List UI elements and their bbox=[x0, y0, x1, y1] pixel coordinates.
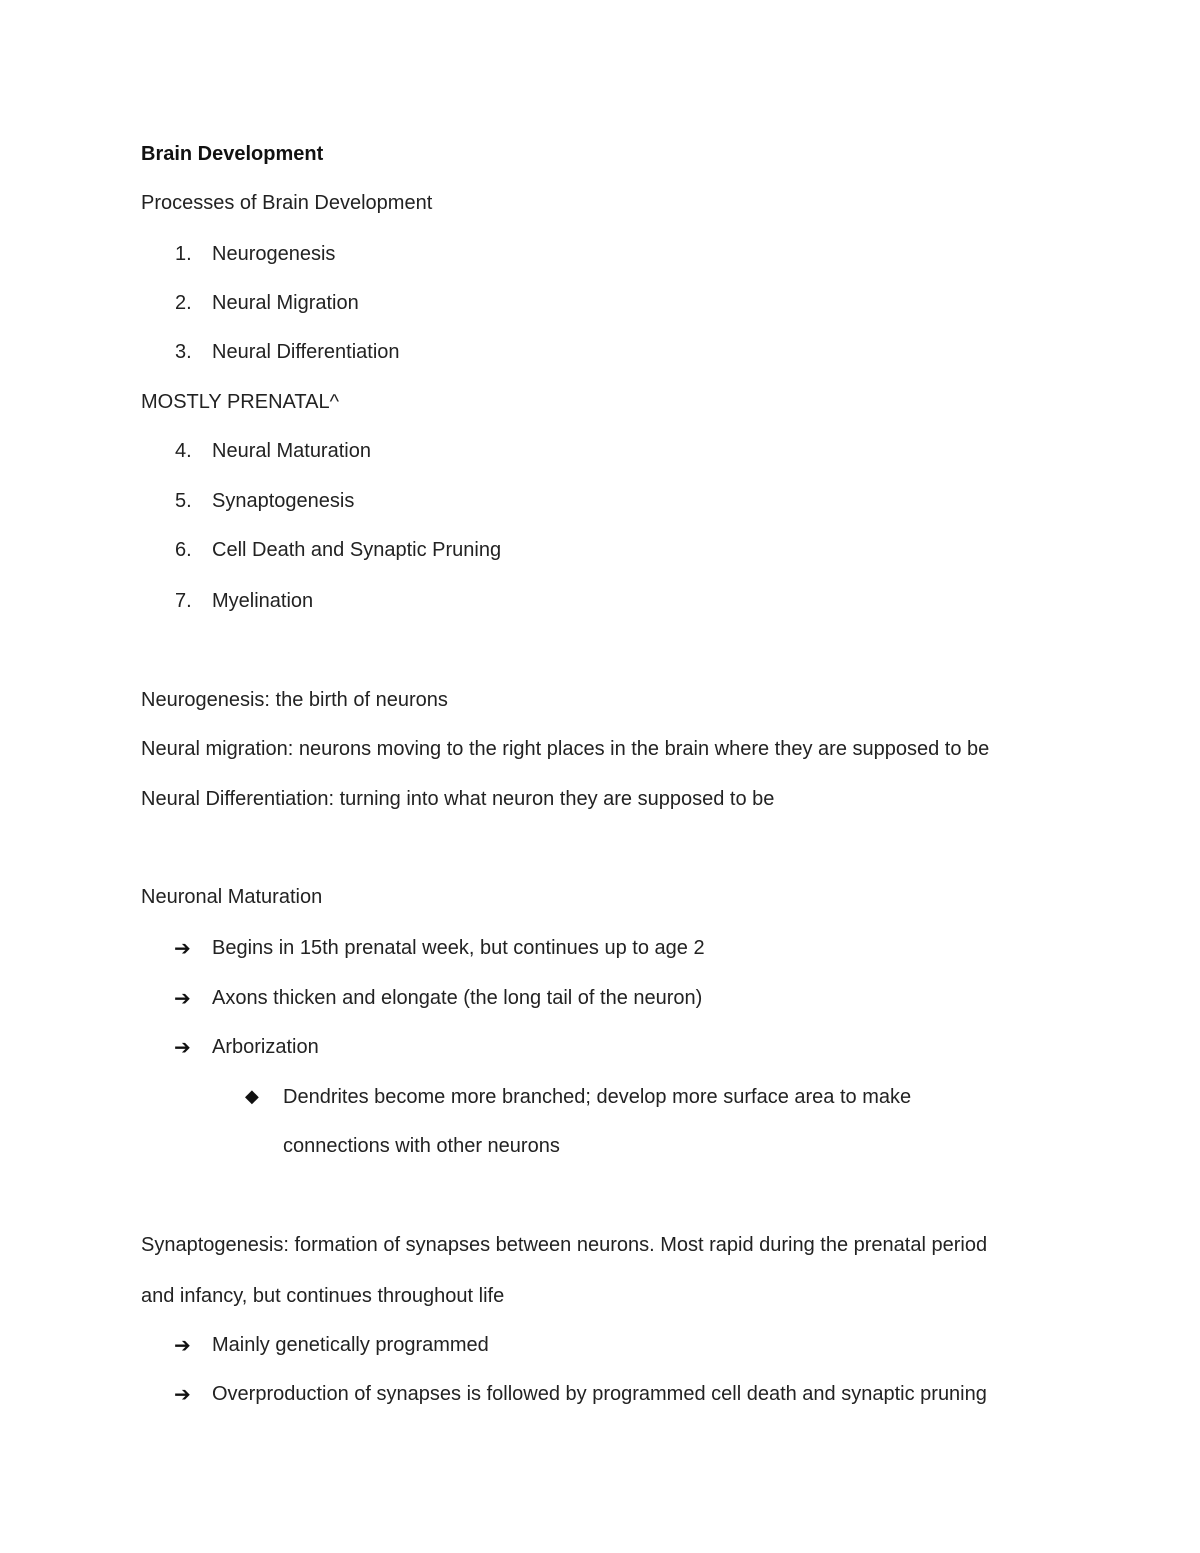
document-title: Brain Development bbox=[141, 143, 324, 165]
list-number: 5. bbox=[175, 490, 192, 512]
list-item-text: Cell Death and Synaptic Pruning bbox=[212, 539, 502, 561]
list-item-text: Neurogenesis bbox=[212, 243, 336, 265]
definition-neural-differentiation: Neural Differentiation: turning into what neuron they are supposed to be bbox=[141, 788, 775, 810]
list-item-text: Myelination bbox=[212, 590, 314, 612]
arrow-bullet-icon: ➔ bbox=[174, 1035, 191, 1059]
list-item-text: Mainly genetically programmed bbox=[212, 1334, 489, 1356]
arrow-bullet-icon: ➔ bbox=[174, 986, 191, 1010]
sub-list-item-text-line1: Dendrites become more branched; develop more surface area to make bbox=[283, 1086, 912, 1108]
list-item-text: Neural Differentiation bbox=[212, 341, 400, 363]
arrow-bullet-icon: ➔ bbox=[174, 1382, 191, 1406]
synaptogenesis-paragraph-line2: and infancy, but continues throughout life bbox=[141, 1285, 505, 1307]
list-number: 6. bbox=[175, 539, 192, 561]
list-item-text: Arborization bbox=[212, 1036, 319, 1058]
list-item-text: Begins in 15th prenatal week, but continues up to age 2 bbox=[212, 937, 705, 959]
list-item-text: Overproduction of synapses is followed by programmed cell death and synaptic pruning bbox=[212, 1383, 987, 1405]
prenatal-note: MOSTLY PRENATAL^ bbox=[141, 391, 339, 413]
diamond-bullet-icon: ◆ bbox=[245, 1086, 259, 1107]
maturation-heading: Neuronal Maturation bbox=[141, 886, 323, 908]
list-number: 1. bbox=[175, 243, 192, 265]
sub-list-item-text-line2: connections with other neurons bbox=[283, 1135, 560, 1157]
definition-neurogenesis: Neurogenesis: the birth of neurons bbox=[141, 689, 448, 711]
list-number: 2. bbox=[175, 292, 192, 314]
definition-neural-migration: Neural migration: neurons moving to the right places in the brain where they are supposed to be bbox=[141, 738, 990, 760]
processes-heading: Processes of Brain Development bbox=[141, 192, 433, 214]
list-number: 7. bbox=[175, 590, 192, 612]
list-item-text: Axons thicken and elongate (the long tail of the neuron) bbox=[212, 987, 703, 1009]
list-number: 4. bbox=[175, 440, 192, 462]
synaptogenesis-paragraph-line1: Synaptogenesis: formation of synapses between neurons. Most rapid during the prenatal period bbox=[141, 1234, 988, 1256]
arrow-bullet-icon: ➔ bbox=[174, 1333, 191, 1357]
arrow-bullet-icon: ➔ bbox=[174, 936, 191, 960]
list-number: 3. bbox=[175, 341, 192, 363]
list-item-text: Neural Maturation bbox=[212, 440, 371, 462]
list-item-text: Neural Migration bbox=[212, 292, 359, 314]
list-item-text: Synaptogenesis bbox=[212, 490, 355, 512]
